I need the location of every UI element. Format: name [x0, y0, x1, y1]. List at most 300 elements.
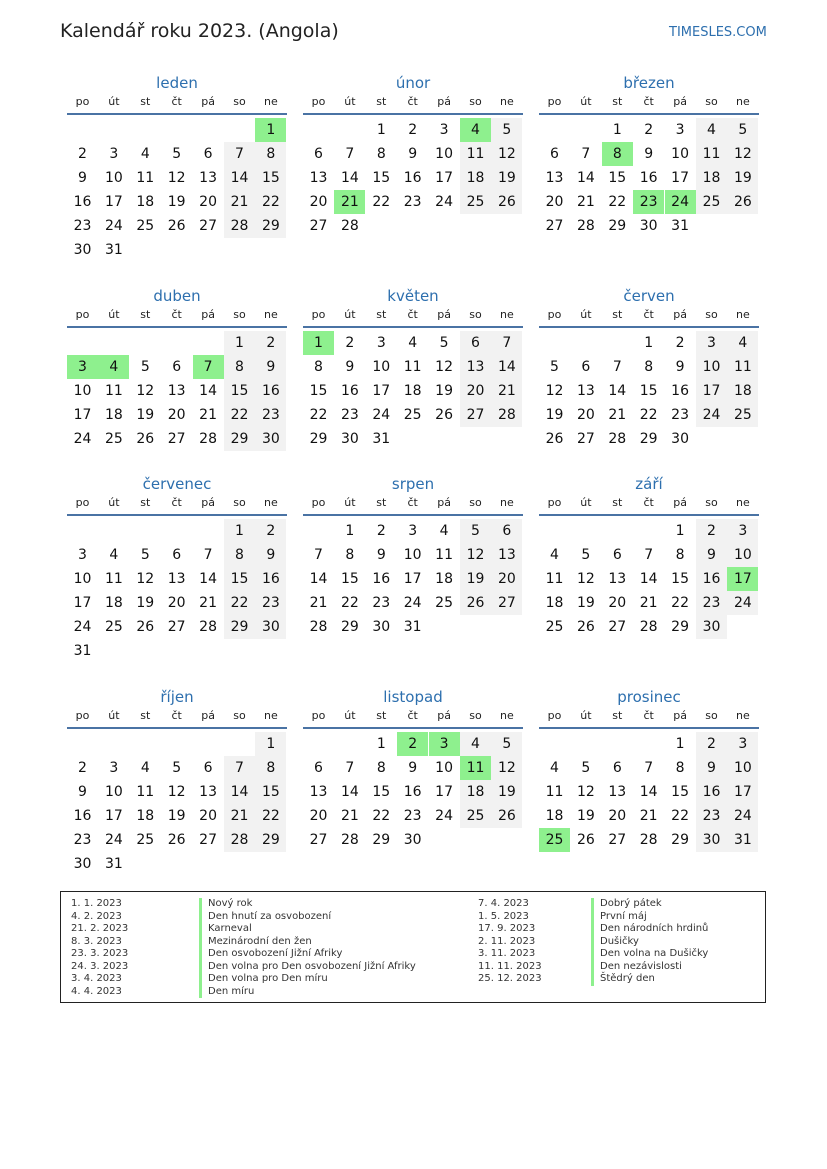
- calendar-day: 27: [167, 431, 186, 447]
- calendar-day: 30: [372, 619, 391, 635]
- calendar-day: 29: [309, 431, 328, 447]
- weekday-label: st: [140, 709, 151, 722]
- calendar-day: 12: [545, 383, 564, 399]
- calendar-day: 16: [403, 784, 422, 800]
- calendar-day: 13: [576, 383, 595, 399]
- legend-holiday-name: Den nezávislosti: [591, 961, 682, 974]
- calendar-day: 28: [224, 214, 255, 238]
- weekday-label: ne: [264, 496, 278, 509]
- calendar-day: 4: [408, 335, 418, 351]
- weekday-header: [303, 707, 523, 729]
- legend-date: 8. 3. 2023: [71, 935, 122, 947]
- calendar-day: 17: [104, 194, 123, 210]
- legend-date: 23. 3. 2023: [71, 948, 129, 959]
- legend-holiday-name: Dušičky: [591, 936, 639, 949]
- calendar-day: 26: [576, 832, 595, 848]
- calendar-day: 19: [491, 166, 522, 190]
- calendar-day: 24: [727, 591, 758, 615]
- calendar-day: 16: [671, 383, 689, 399]
- weekday-label: út: [580, 308, 592, 321]
- weekday-label: pá: [201, 95, 215, 108]
- calendar-day: 7: [224, 756, 255, 780]
- calendar-day: 30: [639, 218, 658, 234]
- calendar-day: 11: [104, 571, 123, 587]
- calendar-day: 6: [314, 146, 323, 162]
- legend-holiday-name: Den osvobození Jižní Afriky: [199, 948, 342, 961]
- weekday-header: [67, 306, 287, 328]
- legend-holiday-name: Den národních hrdinů: [591, 923, 708, 936]
- calendar-day: 18: [460, 166, 491, 190]
- legend-holiday-name: Dobrý pátek: [591, 898, 662, 911]
- calendar-day: 8: [255, 142, 286, 166]
- calendar-day: 27: [199, 832, 217, 848]
- calendar-day: 22: [224, 591, 255, 615]
- calendar-day: 11: [545, 784, 564, 800]
- calendar-day: 28: [639, 619, 658, 635]
- weekday-header: [539, 494, 759, 516]
- month-name: listopad: [383, 688, 443, 706]
- weekday-label: út: [108, 308, 120, 321]
- calendar-day: 21: [491, 379, 522, 403]
- legend-date: 24. 3. 2023: [71, 960, 129, 972]
- weekday-header: [67, 93, 287, 115]
- calendar-day: 8: [224, 355, 255, 379]
- holiday-day: 1: [303, 331, 334, 355]
- weekday-label: st: [376, 308, 387, 321]
- calendar-day: 14: [340, 784, 359, 800]
- weekday-label: so: [233, 496, 246, 509]
- calendar-day: 26: [435, 407, 453, 423]
- calendar-day: 4: [140, 146, 150, 162]
- calendar-day: 14: [199, 571, 217, 587]
- calendar-day: 24: [727, 804, 758, 828]
- weekday-header: [303, 93, 523, 115]
- weekday-label: čt: [171, 308, 182, 321]
- calendar-day: 11: [136, 784, 155, 800]
- calendar-day: 15: [224, 567, 255, 591]
- calendar-day: 14: [608, 383, 627, 399]
- calendar-day: 9: [408, 760, 418, 776]
- calendar-day: 29: [372, 832, 391, 848]
- calendar-day: 19: [727, 166, 758, 190]
- weekday-label: po: [547, 95, 562, 108]
- calendar-day: 15: [372, 170, 391, 186]
- weekday-label: čt: [643, 496, 654, 509]
- weekday-label: so: [233, 95, 246, 108]
- legend-holiday-name: Nový rok: [199, 898, 252, 911]
- weekday-label: čt: [171, 709, 182, 722]
- calendar-day: 2: [696, 732, 727, 756]
- calendar-day: 18: [136, 194, 155, 210]
- calendar-day: 8: [314, 359, 323, 375]
- weekday-label: pá: [201, 709, 215, 722]
- calendar-day: 23: [255, 591, 286, 615]
- calendar-day: 25: [435, 595, 453, 611]
- calendar-day: 22: [671, 808, 689, 824]
- weekday-label: út: [344, 308, 356, 321]
- weekday-label: út: [344, 709, 356, 722]
- weekday-header: [67, 494, 287, 516]
- weekday-label: čt: [407, 709, 418, 722]
- legend-date: 2. 11. 2023: [478, 935, 536, 947]
- calendar-day: 6: [491, 519, 522, 543]
- weekday-label: ne: [736, 709, 750, 722]
- calendar-day: 11: [435, 547, 453, 563]
- calendar-day: 14: [340, 170, 359, 186]
- calendar-day: 6: [581, 359, 591, 375]
- calendar-day: 19: [136, 595, 155, 611]
- calendar-day: 10: [435, 760, 453, 776]
- calendar-day: 6: [172, 359, 182, 375]
- calendar-day: 17: [372, 383, 391, 399]
- calendar-day: 1: [644, 335, 654, 351]
- month-name: říjen: [160, 688, 194, 706]
- calendar-day: 5: [727, 118, 758, 142]
- weekday-label: čt: [171, 95, 182, 108]
- calendar-day: 12: [136, 383, 155, 399]
- weekday-label: pá: [673, 308, 687, 321]
- calendar-day: 4: [460, 732, 491, 756]
- calendar-day: 30: [73, 856, 92, 872]
- calendar-day: 24: [73, 431, 92, 447]
- calendar-day: 15: [372, 784, 391, 800]
- calendar-day: 12: [727, 142, 758, 166]
- calendar-day: 23: [403, 194, 422, 210]
- calendar-day: 15: [255, 166, 286, 190]
- calendar-day: 7: [612, 359, 622, 375]
- weekday-label: út: [580, 496, 592, 509]
- weekday-label: ne: [736, 496, 750, 509]
- weekday-label: st: [376, 95, 387, 108]
- holiday-day: 1: [255, 118, 286, 142]
- month-name: září: [635, 475, 663, 493]
- calendar-day: 6: [550, 146, 559, 162]
- calendar-day: 14: [639, 784, 658, 800]
- weekday-header: [539, 707, 759, 729]
- month-name: únor: [395, 74, 431, 92]
- brand-link[interactable]: TIMESLES.COM: [669, 25, 767, 40]
- calendar-day: 30: [73, 242, 92, 258]
- calendar-day: 18: [727, 379, 758, 403]
- calendar-day: 9: [345, 359, 355, 375]
- calendar-day: 20: [199, 808, 217, 824]
- calendar-day: 29: [671, 619, 689, 635]
- calendar-day: 9: [696, 756, 727, 780]
- calendar-day: 13: [491, 543, 522, 567]
- weekday-label: so: [469, 496, 482, 509]
- calendar-day: 17: [435, 170, 453, 186]
- calendar-day: 25: [136, 218, 155, 234]
- legend-date: 1. 1. 2023: [71, 898, 122, 909]
- calendar-day: 11: [403, 359, 422, 375]
- calendar-day: 5: [491, 732, 522, 756]
- calendar-day: 8: [345, 547, 355, 563]
- calendar-day: 1: [376, 122, 386, 138]
- calendar-day: 25: [460, 190, 491, 214]
- weekday-label: st: [140, 308, 151, 321]
- calendar-day: 23: [372, 595, 391, 611]
- calendar-day: 5: [172, 760, 182, 776]
- legend-date: 11. 11. 2023: [478, 960, 542, 972]
- calendar-day: 20: [167, 407, 186, 423]
- calendar-day: 6: [460, 331, 491, 355]
- calendar-day: 5: [550, 359, 559, 375]
- weekday-label: po: [75, 709, 90, 722]
- calendar-day: 20: [460, 379, 491, 403]
- calendar-day: 26: [491, 804, 522, 828]
- weekday-label: pá: [673, 95, 687, 108]
- month-name: březen: [623, 74, 675, 92]
- legend-date: 4. 4. 2023: [71, 985, 122, 997]
- calendar-day: 23: [696, 804, 727, 828]
- calendar-day: 4: [550, 760, 559, 776]
- weekday-label: so: [469, 95, 482, 108]
- calendar-day: 22: [255, 804, 286, 828]
- weekday-label: ne: [500, 709, 514, 722]
- calendar-day: 21: [576, 194, 595, 210]
- calendar-day: 10: [727, 543, 758, 567]
- weekday-label: po: [75, 308, 90, 321]
- calendar-day: 26: [576, 619, 595, 635]
- calendar-day: 9: [376, 547, 386, 563]
- calendar-day: 3: [727, 732, 758, 756]
- calendar-day: 1: [255, 732, 286, 756]
- calendar-day: 2: [255, 331, 286, 355]
- calendar-day: 28: [576, 218, 595, 234]
- calendar-day: 8: [644, 359, 654, 375]
- legend-date: 1. 5. 2023: [478, 910, 529, 922]
- calendar-day: 26: [545, 431, 564, 447]
- calendar-day: 30: [671, 431, 689, 447]
- weekday-label: so: [705, 308, 718, 321]
- calendar-day: 24: [104, 218, 123, 234]
- calendar-day: 20: [167, 595, 186, 611]
- month-name: červenec: [142, 475, 212, 493]
- calendar-day: 27: [608, 832, 627, 848]
- weekday-label: pá: [673, 709, 687, 722]
- weekday-label: st: [376, 496, 387, 509]
- calendar-day: 16: [255, 379, 286, 403]
- calendar-day: 26: [167, 832, 186, 848]
- calendar-day: 15: [340, 571, 359, 587]
- weekday-header: [67, 707, 287, 729]
- calendar-day: 6: [314, 760, 323, 776]
- weekday-label: ne: [736, 95, 750, 108]
- calendar-day: 10: [696, 355, 727, 379]
- calendar-day: 7: [203, 547, 213, 563]
- calendar-day: 27: [309, 218, 328, 234]
- calendar-day: 19: [167, 808, 186, 824]
- calendar-day: 17: [696, 379, 727, 403]
- weekday-label: út: [580, 709, 592, 722]
- calendar-day: 5: [581, 547, 591, 563]
- calendar-day: 17: [403, 571, 422, 587]
- weekday-label: pá: [437, 709, 451, 722]
- calendar-day: 10: [435, 146, 453, 162]
- calendar-day: 26: [136, 431, 155, 447]
- calendar-day: 11: [136, 170, 155, 186]
- weekday-label: út: [108, 709, 120, 722]
- calendar-day: 24: [403, 595, 422, 611]
- calendar-day: 19: [491, 780, 522, 804]
- calendar-day: 7: [314, 547, 323, 563]
- calendar-day: 12: [435, 359, 453, 375]
- weekday-label: ne: [264, 709, 278, 722]
- calendar-day: 20: [199, 194, 217, 210]
- calendar-day: 31: [403, 619, 422, 635]
- calendar-day: 7: [491, 331, 522, 355]
- calendar-day: 10: [104, 170, 123, 186]
- month-name: prosinec: [617, 688, 681, 706]
- calendar-day: 10: [403, 547, 422, 563]
- weekday-label: po: [311, 95, 326, 108]
- legend-date: 17. 9. 2023: [478, 923, 536, 934]
- weekday-label: po: [311, 496, 326, 509]
- calendar-day: 16: [639, 170, 658, 186]
- weekday-label: st: [612, 308, 623, 321]
- calendar-day: 7: [224, 142, 255, 166]
- calendar-day: 17: [73, 407, 92, 423]
- calendar-day: 31: [671, 218, 689, 234]
- calendar-day: 23: [671, 407, 689, 423]
- calendar-day: 14: [224, 780, 255, 804]
- calendar-day: 29: [639, 431, 658, 447]
- weekday-label: út: [108, 95, 120, 108]
- calendar-day: 8: [675, 760, 685, 776]
- legend-holiday-name: Den míru: [199, 986, 254, 999]
- calendar-day: 16: [340, 383, 359, 399]
- calendar-day: 31: [727, 828, 758, 852]
- weekday-label: út: [344, 496, 356, 509]
- holiday-day: 23: [633, 190, 664, 214]
- calendar-day: 3: [675, 122, 685, 138]
- legend-holiday-name: Den volna pro Den míru: [199, 973, 328, 986]
- calendar-day: 21: [199, 595, 217, 611]
- calendar-day: 9: [696, 543, 727, 567]
- holiday-day: 25: [539, 828, 570, 852]
- calendar-day: 25: [696, 190, 727, 214]
- calendar-day: 27: [545, 218, 564, 234]
- month-name: srpen: [391, 475, 435, 493]
- calendar-day: 2: [644, 122, 654, 138]
- calendar-day: 16: [696, 780, 727, 804]
- calendar-day: 20: [309, 194, 328, 210]
- weekday-label: ne: [736, 308, 750, 321]
- weekday-label: pá: [201, 496, 215, 509]
- calendar-day: 28: [340, 218, 359, 234]
- calendar-day: 31: [104, 242, 123, 258]
- calendar-day: 15: [671, 571, 689, 587]
- calendar-day: 2: [78, 146, 87, 162]
- calendar-day: 17: [671, 170, 689, 186]
- calendar-day: 10: [372, 359, 391, 375]
- calendar-day: 19: [460, 567, 491, 591]
- calendar-day: 30: [255, 615, 286, 639]
- legend-holiday-name: Den volna pro Den osvobození Jižní Afriky: [199, 961, 416, 974]
- calendar-day: 18: [104, 407, 123, 423]
- calendar-day: 6: [172, 547, 182, 563]
- calendar-day: 25: [545, 619, 564, 635]
- weekday-label: čt: [407, 308, 418, 321]
- calendar-day: 28: [608, 431, 627, 447]
- calendar-day: 29: [255, 214, 286, 238]
- calendar-day: 21: [309, 595, 328, 611]
- weekday-label: po: [547, 496, 562, 509]
- weekday-label: čt: [407, 95, 418, 108]
- holiday-day: 8: [602, 142, 633, 166]
- calendar-day: 22: [608, 194, 627, 210]
- holiday-day: 4: [460, 118, 491, 142]
- calendar-day: 21: [608, 407, 627, 423]
- calendar-day: 18: [104, 595, 123, 611]
- weekday-label: pá: [673, 496, 687, 509]
- weekday-label: čt: [643, 709, 654, 722]
- weekday-label: čt: [407, 496, 418, 509]
- calendar-day: 7: [345, 146, 355, 162]
- calendar-day: 26: [491, 190, 522, 214]
- holiday-day: 24: [665, 190, 696, 214]
- calendar-day: 11: [545, 571, 564, 587]
- calendar-day: 28: [199, 619, 217, 635]
- calendar-day: 22: [340, 595, 359, 611]
- weekday-header: [303, 306, 523, 328]
- weekday-label: pá: [437, 95, 451, 108]
- weekday-label: st: [612, 95, 623, 108]
- calendar-day: 3: [408, 523, 418, 539]
- legend-date: 3. 4. 2023: [71, 973, 122, 984]
- calendar-day: 5: [140, 359, 150, 375]
- calendar-day: 14: [639, 571, 658, 587]
- calendar-day: 16: [403, 170, 422, 186]
- calendar-day: 16: [73, 808, 92, 824]
- calendar-day: 4: [696, 118, 727, 142]
- weekday-label: čt: [643, 95, 654, 108]
- calendar-day: 24: [435, 194, 453, 210]
- calendar-day: 5: [491, 118, 522, 142]
- calendar-day: 9: [78, 784, 87, 800]
- calendar-day: 23: [255, 403, 286, 427]
- calendar-day: 9: [408, 146, 418, 162]
- month-name: duben: [153, 287, 201, 305]
- calendar-day: 15: [309, 383, 328, 399]
- calendar-day: 13: [309, 170, 328, 186]
- calendar-day: 28: [309, 619, 328, 635]
- calendar-day: 25: [104, 431, 123, 447]
- calendar-day: 25: [460, 804, 491, 828]
- calendar-day: 22: [639, 407, 658, 423]
- calendar-day: 2: [255, 519, 286, 543]
- weekday-label: ne: [264, 95, 278, 108]
- calendar-day: 22: [224, 403, 255, 427]
- weekday-header: [303, 494, 523, 516]
- month-name: květen: [387, 287, 439, 305]
- calendar-day: 3: [696, 331, 727, 355]
- calendar-day: 21: [199, 407, 217, 423]
- weekday-label: út: [580, 95, 592, 108]
- weekday-label: po: [311, 709, 326, 722]
- calendar-day: 28: [491, 403, 522, 427]
- calendar-day: 30: [340, 431, 359, 447]
- weekday-label: pá: [437, 496, 451, 509]
- calendar-day: 23: [340, 407, 359, 423]
- calendar-day: 5: [140, 547, 150, 563]
- calendar-day: 19: [136, 407, 155, 423]
- calendar-day: 2: [696, 519, 727, 543]
- calendar-day: 16: [255, 567, 286, 591]
- calendar-day: 6: [203, 760, 213, 776]
- month-name: leden: [156, 74, 198, 92]
- calendar-day: 4: [727, 331, 758, 355]
